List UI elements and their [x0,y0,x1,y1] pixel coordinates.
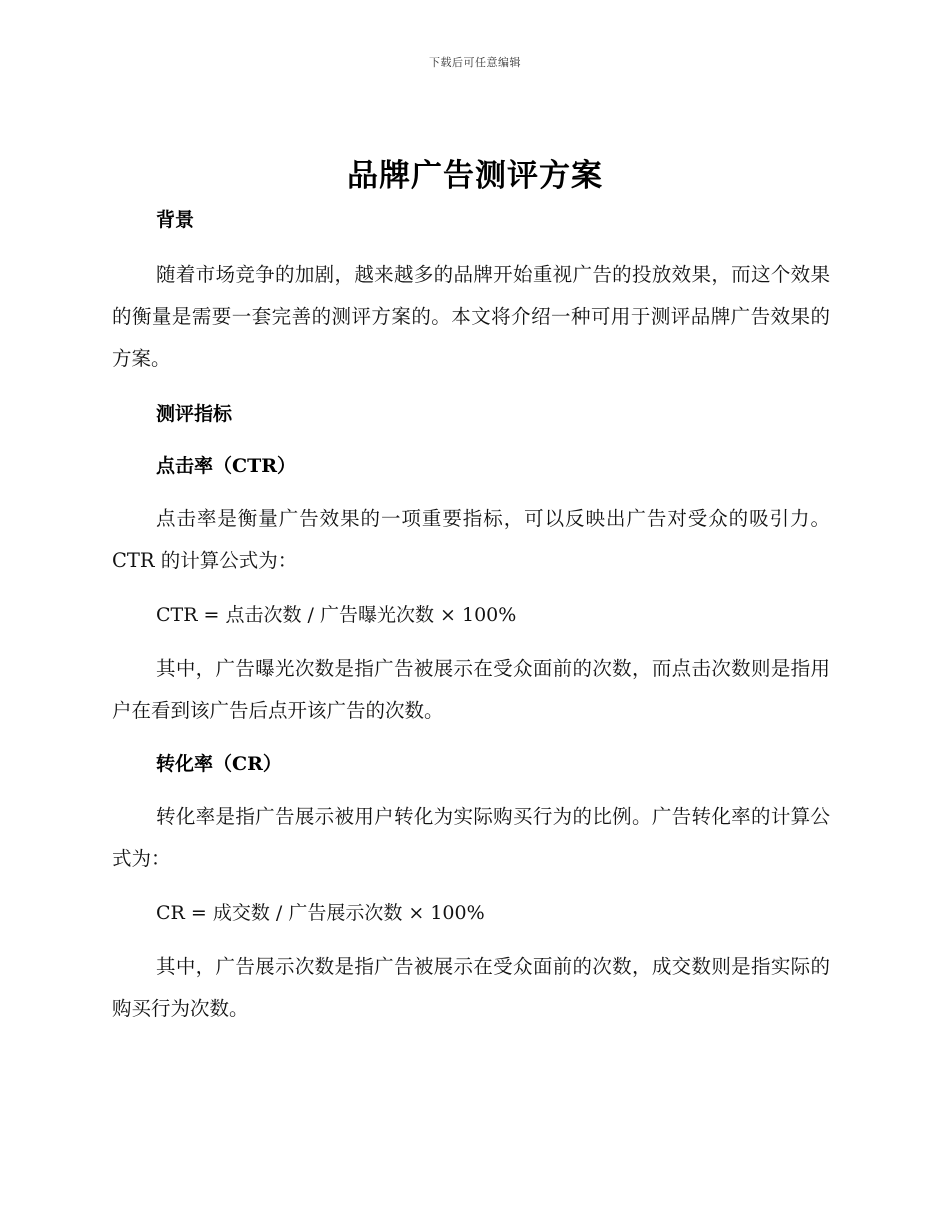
document-body [112,200,830,1030]
formula-ctr: CTR = 点击次数 / 广告曝光次数 × 100% [156,604,517,626]
document-title: 品牌广告测评方案 [347,158,603,194]
paragraph-cr-explanation: 其中，广告展示次数是指广告被展示在受众面前的次数，成交数则是指实际的购买行为次数。 [112,955,830,1020]
section-heading-ctr: 点击率（CTR） [156,455,297,477]
section-heading-cr: 转化率（CR） [156,753,282,775]
section-heading-metrics: 测评指标 [156,403,233,425]
section-heading-background: 背景 [156,209,195,231]
paragraph-cr-definition: 转化率是指广告展示被用户转化为实际购买行为的比例。广告转化率的计算公式为： [112,805,830,870]
page-header-note: 下载后可任意编辑 [429,56,521,69]
formula-cr: CR = 成交数 / 广告展示次数 × 100% [156,902,485,924]
paragraph-ctr-definition: 点击率是衡量广告效果的一项重要指标，可以反映出广告对受众的吸引力。CTR 的计算公式为： [112,507,830,572]
paragraph-background: 随着市场竞争的加剧，越来越多的品牌开始重视广告的投放效果，而这个效果的衡量是需要一套完善的测评方案的。本文将介绍一种可用于测评品牌广告效果的方案。 [112,263,830,370]
paragraph-ctr-explanation: 其中，广告曝光次数是指广告被展示在受众面前的次数，而点击次数则是指用户在看到该广告后点开该广告的次数。 [112,657,830,722]
